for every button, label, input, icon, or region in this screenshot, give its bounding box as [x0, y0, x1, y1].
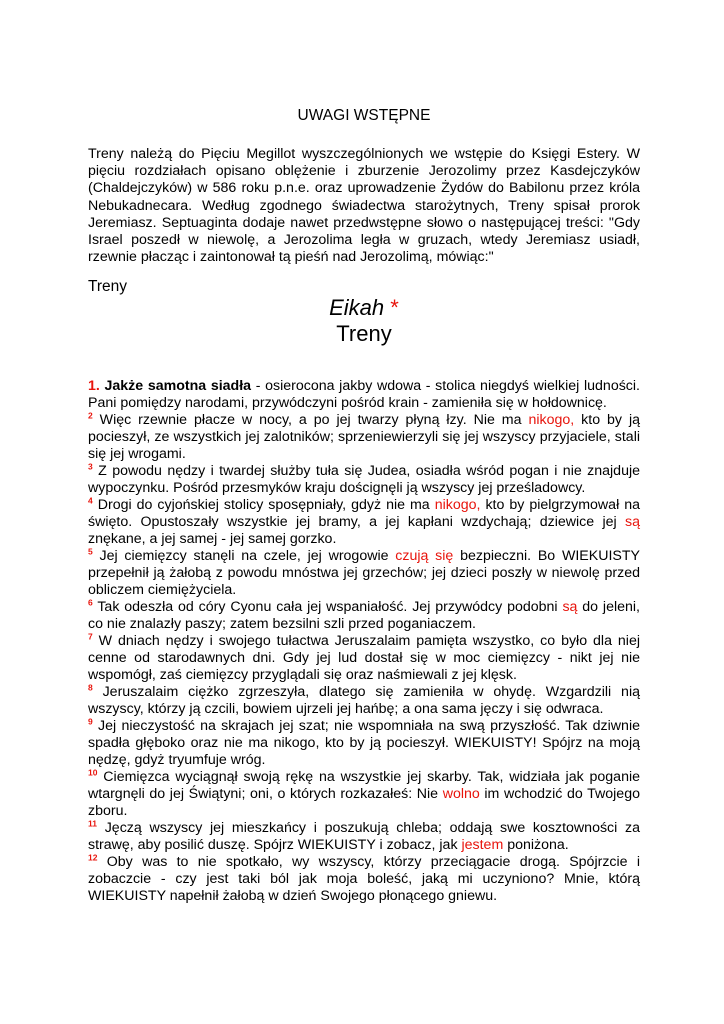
verse [88, 378, 640, 412]
highlighted-word: jestem [461, 837, 504, 853]
verse-number: 2 [88, 410, 93, 421]
verse-text: Tak odeszła od córy Cyonu cała jej wspaniałość. Jej przywódcy podobni [92, 599, 563, 615]
verse-text: Jeruszalaim ciężko zgrzeszyła, dlatego się zamieniła w ohydę. Wzgardzili nią wszyscy, którzy ją czcili, bowiem ujrzeli jej hańbę; a ona sama jęczy i się odwraca. [88, 684, 640, 717]
verse-number: 7 [88, 631, 93, 642]
book-title [88, 295, 640, 321]
verse-number: 9 [88, 716, 93, 727]
verse-text: Więc rzewnie płacze w nocy, a po jej twarzy płyną łzy. Nie ma [92, 412, 529, 428]
verse-number: 10 [88, 767, 98, 778]
book-subtitle: Treny [336, 321, 392, 346]
verse-number: 11 [88, 818, 97, 829]
verse-text: kto by ją pocieszył, ze wszystkich jej zalotników; sprzeniewierzyli się jej wszyscy przyjaciele, stali się jej wrogami. [88, 412, 640, 462]
book-title-block [88, 295, 640, 347]
highlighted-word: czują się [395, 548, 454, 564]
verses-list [88, 378, 640, 905]
verse-text: Drogi do cyjońskiej stolicy sposępniały, gdyż nie ma [92, 497, 435, 513]
highlighted-word: wolno [442, 786, 480, 802]
highlighted-word: nikogo, [528, 412, 575, 428]
verse-opening: Jakże samotna siadła [104, 378, 252, 394]
verse-text: Ciemięzca wyciągnął swoją rękę na wszystkie jej skarby. Tak, widziała jak poganie wtargnęli do jej Świątyni; oni, o których rozkazałeś: Nie [88, 769, 640, 802]
verse [88, 599, 640, 633]
book-title-text: Eikah [329, 295, 385, 320]
verse-number: 5 [88, 546, 93, 557]
footnote-marker[interactable]: * [390, 295, 399, 320]
verse-text: kto by pielgrzymował na święto. Opustoszały wszystkie jej bramy, a jej kapłani wzdychają; dziewice jej [88, 497, 640, 530]
verse-text: Jej ciemięzcy stanęli na czele, jej wrogowie [92, 548, 396, 564]
verse-text: - osierocona jakby wdowa - stolica niegdyś wielkiej ludności. Pani pomiędzy narodami, przywódczyni pośród krain - zamieniła się w hołdownicę. [88, 378, 640, 411]
verse [88, 497, 640, 548]
highlighted-word: są [562, 599, 578, 615]
verse-number: 12 [88, 852, 98, 863]
verse [88, 684, 640, 718]
highlighted-word: nikogo, [434, 497, 481, 513]
verse [88, 633, 640, 684]
verse [88, 854, 640, 905]
verse [88, 463, 640, 497]
verse-text: Jej nieczystość na skrajach jej szat; nie wspomniała na swą przyszłość. Tak dziwnie spadła głęboko oraz nie ma nikogo, kto by ją pocieszył. WIEKUISTY! Spójrz na moją nędzę, gdyż tryumfuje wróg. [88, 718, 640, 768]
verse-text: znękane, a jej samej - jej samej gorzko. [88, 531, 337, 547]
verse-text: Oby was to nie spotkało, wy wszyscy, którzy przeciągacie drogą. Spójrzcie i zobaczcie - czy jest taki ból jak moja boleść, jaką mi uczyniono? Mnie, którą WIEKUISTY napełnił żałobą w dzień Swojego płonącego gniewu. [88, 854, 640, 904]
verse-number: 6 [88, 597, 93, 608]
verse-text: do jeleni, co nie znalazły paszy; zatem bezsilni szli przed poganiaczem. [88, 599, 641, 632]
intro-heading: UWAGI WSTĘPNE [297, 107, 431, 124]
verse-number: 4 [88, 495, 93, 506]
verse-number: 8 [88, 682, 93, 693]
verse [88, 548, 640, 599]
verse [88, 718, 640, 769]
verse-text: Z powodu nędzy i twardej służby tuła się Judea, osiadła wśród pogan i nie znajduje wypoczynku. Pośród przesmyków kraju doścignęli ją wszyscy jej prześladowcy. [88, 463, 640, 496]
verse-text: poniżona. [503, 837, 569, 853]
verse [88, 769, 640, 820]
intro-paragraph: Treny należą do Pięciu Megillot wyszczególnionych we wstępie do Księgi Estery. W pięciu rozdziałach opisano oblężenie i zburzenie Jerozolimy przez Kasdejczyków (Chaldejczyków) w 586 roku p.n.e. oraz uprowadzenie Żydów do Babilonu przez króla Nebukadnecara. Według zgodnego świadectwa starożytnych, Treny spisał prorok Jeremiasz. Septuaginta dodaje nawet przedwstępne słowo o następującej treści: "Gdy Israel poszedł w niewolę, a Jerozolima legła w gruzach, wtedy Jeremiasz usiadł, rzewnie płacząc i zaintonował tą pieśń nad Jerozolimą, mówiąc:" [88, 146, 640, 266]
highlighted-word: są [625, 514, 640, 530]
verse-number: 3 [88, 461, 93, 472]
verse-text: im wchodzić do Twojego zboru. [88, 786, 640, 819]
section-label: Treny [88, 278, 128, 295]
verse-text: Jęczą wszyscy jej mieszkańcy i poszukują chleba; oddają swe kosztowności za strawę, aby posilić duszę. Spójrz WIEKUISTY i zobacz, jak [88, 820, 640, 853]
verse [88, 820, 640, 854]
verse-text: bezpieczni. Bo WIEKUISTY przepełnił ją żałobą z powodu mnóstwa jej grzechów; jej dzieci poszły w niewolę przed obliczem ciemiężyciela. [88, 548, 640, 598]
verse [88, 412, 640, 463]
verse-number: 1. [88, 378, 100, 394]
verse-text: W dniach nędzy i swojego tułactwa Jeruszalaim pamięta wszystko, co było dla niej cenne od starodawnych dni. Gdy jej lud dostał się w moc ciemięzcy - nikt jej nie wspomógł, zaś ciemięzcy przyglądali się oraz naśmiewali z jej klęsk. [88, 633, 640, 683]
